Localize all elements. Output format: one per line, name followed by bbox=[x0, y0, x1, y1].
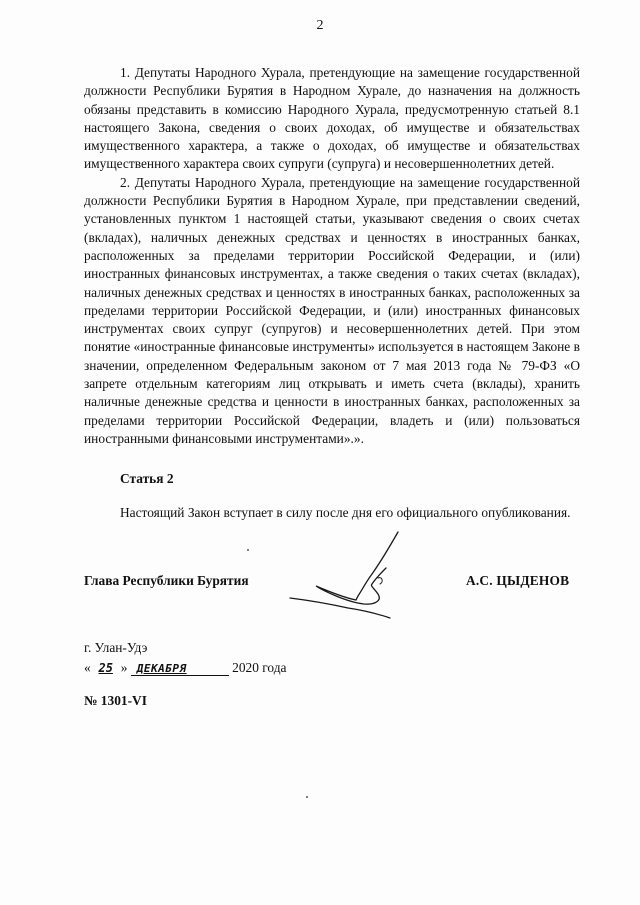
handwritten-signature bbox=[286, 528, 426, 624]
article-2-heading: Статья 2 bbox=[120, 471, 174, 486]
date-open-quote: « bbox=[84, 660, 91, 675]
page-number: 2 bbox=[316, 18, 324, 33]
signatory-name: А.С. ЦЫДЕНОВ bbox=[466, 573, 570, 588]
article-2-body bbox=[84, 504, 580, 522]
enactment-paragraph: Настоящий Закон вступает в силу после дня его официального опубликования. bbox=[120, 505, 571, 520]
paragraph-2: 2. Депутаты Народного Хурала, претендующие на замещение государственной должности Республики Бурятия в Народном Хурале, при представлении сведений, установленных пунктом 1 настоящей статьи, указывают сведения о своих счетах (вкладах), наличных денежных средствах и ценностях в иностранных банках, расположенных за пределами территории Российской Федерации, и (или) иностранных финансовых инструментах, а также сведения о таких счетах (вкладах), наличных денежных средствах и ценностях в иностранных банках, расположенных за пределами территории Российской Федерации, и (или) иностранных финансовых инструментах своих супруг (супругов) и несовершеннолетних детей. При этом понятие «иностранные финансовые инструменты» используется в настоящем Законе в значении, определенном Федеральным законом от 7 мая 2013 года № 79-ФЗ «О запрете отдельным категориям лиц открывать и иметь счета (вклады), хранить наличные денежные средства и ценности в иностранных банках, расположенных за пределами территории Российской Федерации, владеть и (или) пользоваться иностранными финансовыми инструментами».». bbox=[84, 174, 580, 446]
date-month: ДЕКАБРЯ bbox=[131, 662, 229, 676]
date-day: 25 bbox=[98, 661, 113, 675]
date-close-quote: » bbox=[120, 660, 128, 675]
law-number: № 1301-VI bbox=[84, 693, 147, 708]
signatory-title: Глава Республики Бурятия bbox=[84, 573, 249, 588]
date-year: 2020 года bbox=[232, 660, 287, 675]
article-1-body bbox=[84, 64, 580, 448]
place-of-signing: г. Улан-Удэ bbox=[84, 640, 148, 655]
scan-speck bbox=[306, 796, 308, 798]
paragraph-1: 1. Депутаты Народного Хурала, претендующие на замещение государственной должности Республики Бурятия в Народном Хурале, до назначения на должность обязаны представить в комиссию Народного Хурала, предусмотренную статьей 8.1 настоящего Закона, сведения о своих доходах, об имуществе и обязательствах имущественного характера, а также о доходах, об имуществе и обязательствах имущественного характера своих супруги (супруга) и несовершеннолетних детей. bbox=[84, 65, 580, 172]
signing-date bbox=[84, 660, 286, 676]
scan-speck bbox=[247, 549, 249, 551]
